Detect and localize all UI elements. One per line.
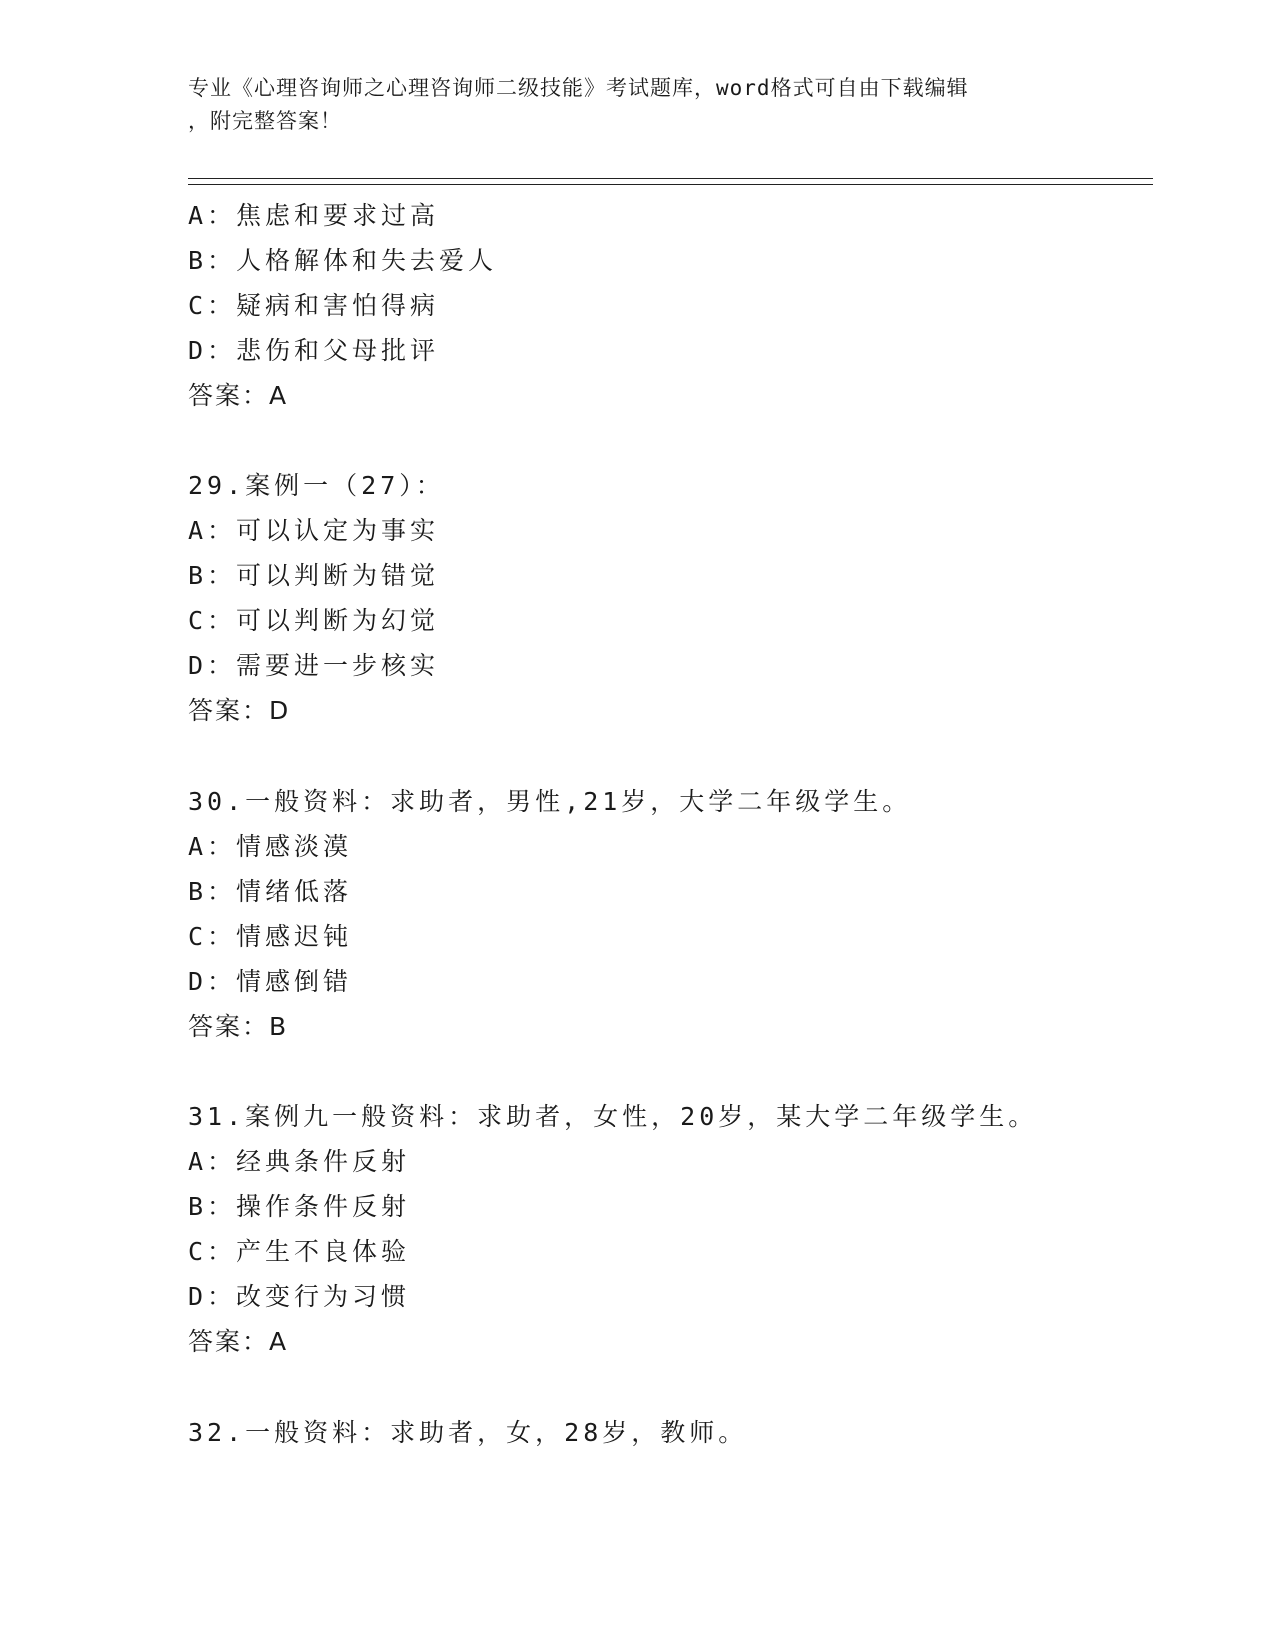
option-a: A：焦虑和要求过高 — [188, 201, 440, 230]
answer-line: 答案：A — [188, 1327, 289, 1356]
option-d: D：情感倒错 — [188, 967, 353, 996]
option-c: C：可以判断为幻觉 — [188, 606, 440, 635]
header-divider-top — [188, 178, 1153, 179]
answer-line: 答案：B — [188, 1012, 289, 1041]
question-stem: 31.案例九一般资料：求助者，女性，20岁，某大学二年级学生。 — [188, 1102, 1038, 1131]
option-a: A：经典条件反射 — [188, 1147, 411, 1176]
header-divider-bottom — [188, 184, 1153, 185]
question-stem: 30.一般资料：求助者，男性,21岁，大学二年级学生。 — [188, 787, 912, 816]
option-d: D：悲伤和父母批评 — [188, 336, 440, 365]
answer-line: 答案：D — [188, 696, 291, 725]
option-d: D：改变行为习惯 — [188, 1282, 411, 1311]
answer-line: 答案：A — [188, 381, 289, 410]
option-c: C：情感迟钝 — [188, 922, 353, 951]
document-header — [188, 72, 1088, 138]
option-c: C：疑病和害怕得病 — [188, 291, 440, 320]
option-b: B：情绪低落 — [188, 877, 353, 906]
option-b: B：可以判断为错觉 — [188, 561, 440, 590]
option-b: B：人格解体和失去爱人 — [188, 246, 498, 275]
option-a: A：可以认定为事实 — [188, 516, 440, 545]
header-line-1: 专业《心理咨询师之心理咨询师二级技能》考试题库，word格式可自由下载编辑 — [188, 76, 969, 100]
option-c: C：产生不良体验 — [188, 1237, 411, 1266]
option-d: D：需要进一步核实 — [188, 651, 440, 680]
option-a: A：情感淡漠 — [188, 832, 353, 861]
header-line-2: ，附完整答案！ — [188, 109, 342, 133]
option-b: B：操作条件反射 — [188, 1192, 411, 1221]
question-stem: 32.一般资料：求助者，女，28岁，教师。 — [188, 1418, 748, 1447]
question-stem: 29.案例一（27）： — [188, 471, 445, 500]
